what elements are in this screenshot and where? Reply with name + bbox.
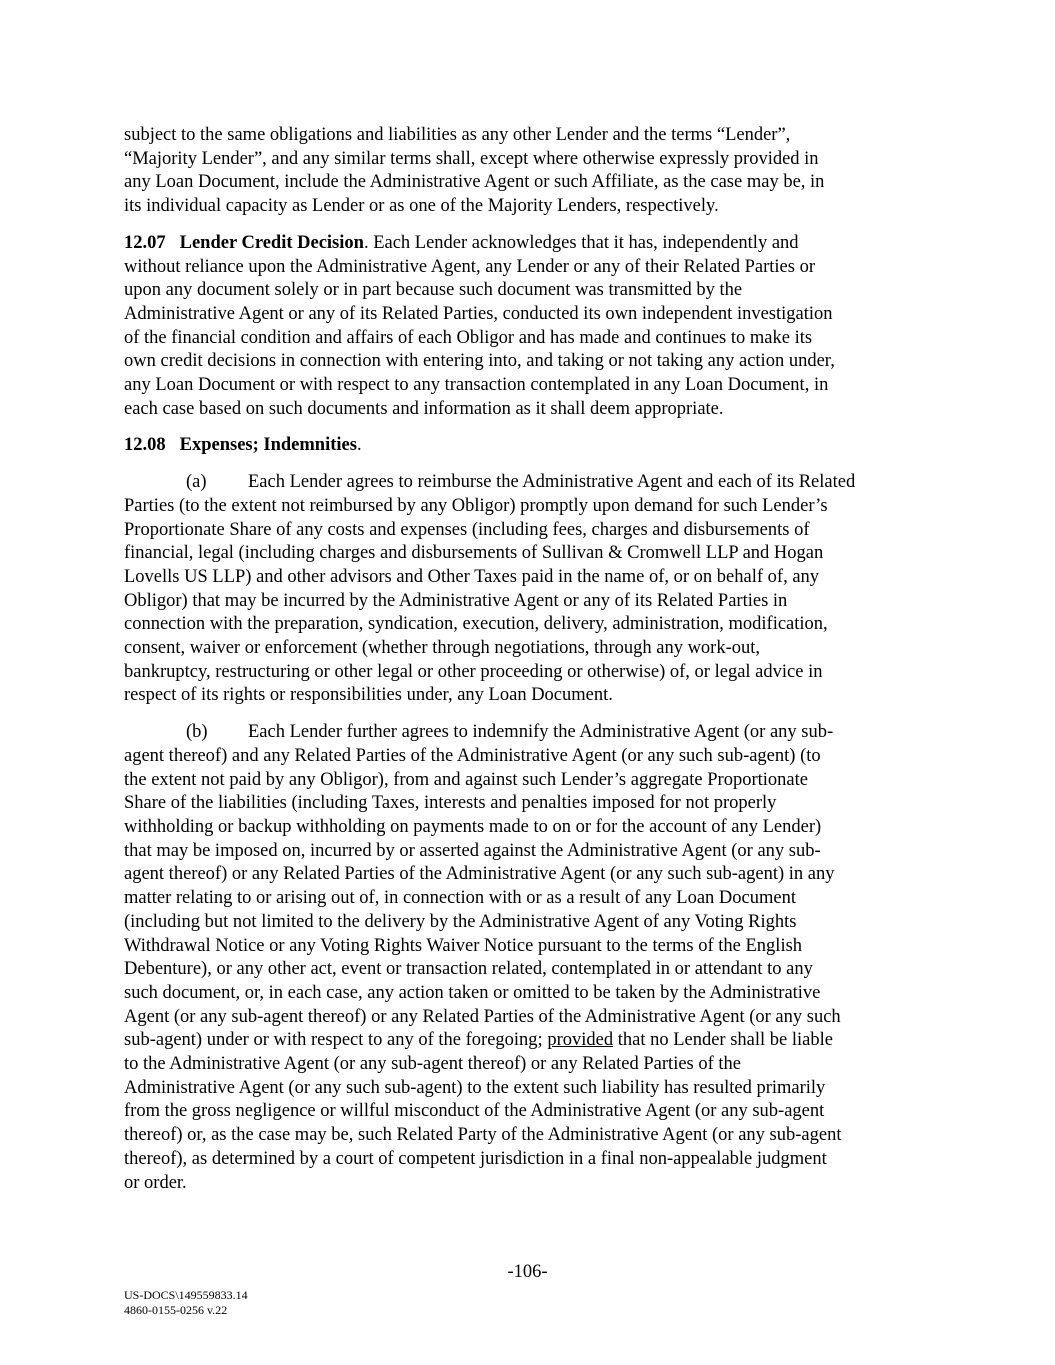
provided-underlined: provided [547,1030,614,1051]
text-line: its individual capacity as Lender or as one of the Majority Lenders, respectively. [124,196,719,217]
text-line: Debenture), or any other act, event or transaction related, contemplated in or attendant to any [124,959,813,980]
text-line: each case based on such documents and information as it shall deem appropriate. [124,398,724,419]
section-number: 12.07 [124,232,166,253]
text-line: own credit decisions in connection with entering into, and taking or not taking any action under, [124,351,835,372]
text-line: agent thereof) or any Related Parties of the Administrative Agent (or any such sub-agent) in any [124,864,835,885]
footer-version: 4860-0155-0256 v.22 [124,1303,228,1317]
subsection-a [124,471,934,708]
section-number: 12.08 [124,435,166,456]
subsection-b [124,721,934,1195]
text-fragment: Each Lender agrees to reimburse the Administrative Agent and each of its Related [248,472,856,493]
text-line: Share of the liabilities (including Taxes, interests and penalties imposed for not properly [124,793,777,814]
section-heading-line [124,232,934,256]
text-line: Administrative Agent (or any such sub-agent) to the extent such liability has resulted primarily [124,1077,826,1098]
text-line: any Loan Document or with respect to any transaction contemplated in any Loan Document, in [124,375,829,396]
text-line: financial, legal (including charges and disbursements of Sullivan & Cromwell LLP and Hogan [124,543,824,564]
section-title: Expenses; Indemnities [179,435,357,456]
text-line: the extent not paid by any Obligor), from and against such Lender’s aggregate Proportionate [124,769,808,790]
footer-doc-id: US-DOCS\149559833.14 [124,1288,248,1302]
text-line: any Loan Document, include the Administrative Agent or such Affiliate, as the case may be, in [124,172,825,193]
text-line: Agent (or any sub-agent thereof) or any Related Parties of the Administrative Agent (or any such [124,1006,841,1027]
text-line: matter relating to or arising out of, in connection with or as a result of any Loan Document [124,888,796,909]
text-line: such document, or, in each case, any action taken or omitted to be taken by the Administrative [124,982,821,1003]
text-line: connection with the preparation, syndication, execution, delivery, administration, modification, [124,614,828,635]
text-line: (including but not limited to the delivery by the Administrative Agent of any Voting Rights [124,911,797,932]
text-line: or order. [124,1172,187,1193]
text-line: Parties (to the extent not reimbursed by any Obligor) promptly upon demand for such Lender’s [124,495,828,516]
text-line: withholding or backup withholding on payments made to on or for the account of any Lender) [124,816,822,837]
text-line: bankruptcy, restructuring or other legal or other proceeding or otherwise) of, or legal advice in [124,661,823,682]
text-line: that may be imposed on, incurred by or asserted against the Administrative Agent (or any sub- [124,840,821,861]
subsection-label: (b) [186,722,208,743]
text-line: of the financial condition and affairs of each Obligor and has made and continues to make its [124,327,813,348]
document-body [124,124,934,1208]
section-heading-line [124,434,934,458]
subsection-first-line [124,721,934,745]
text-line: subject to the same obligations and liabilities as any other Lender and the terms “Lender”, [124,125,791,145]
text-fragment: . Each Lender acknowledges that it has, independently and [363,232,799,253]
text-fragment: sub-agent) under or with respect to any of the foregoing; [124,1030,548,1051]
text-line: Proportionate Share of any costs and expenses (including fees, charges and disbursements of [124,519,810,540]
text-line: thereof), as determined by a court of competent jurisdiction in a final non-appealable judgment [124,1148,827,1169]
text-line: to the Administrative Agent (or any sub-agent thereof) or any Related Parties of the [124,1054,742,1075]
text-fragment: that no Lender shall be liable [613,1030,833,1051]
section-title: Lender Credit Decision [179,232,364,253]
text-fragment: . [356,435,362,456]
document-footer [124,1288,248,1318]
text-line: “Majority Lender”, and any similar terms shall, except where otherwise expressly provided in [124,148,819,169]
text-line: without reliance upon the Administrative Agent, any Lender or any of their Related Parties or [124,256,815,277]
paragraph-continuation [124,124,934,219]
proviso-line [124,1029,934,1053]
subsection-first-line [124,471,934,495]
text-line: from the gross negligence or willful misconduct of the Administrative Agent (or any sub-agent [124,1101,825,1122]
text-line: Administrative Agent or any of its Related Parties, conducted its own independent investigation [124,303,833,324]
page-number: -106- [507,1262,548,1282]
text-line: upon any document solely or in part because such document was transmitted by the [124,280,743,301]
text-line: agent thereof) and any Related Parties of the Administrative Agent (or any such sub-agent) (to [124,745,821,766]
text-fragment: Each Lender further agrees to indemnify the Administrative Agent (or any sub- [248,722,834,743]
section-12-07 [124,232,934,422]
text-line: thereof) or, as the case may be, such Related Party of the Administrative Agent (or any sub-agent [124,1125,842,1146]
text-line: Withdrawal Notice or any Voting Rights Waiver Notice pursuant to the terms of the English [124,935,803,956]
section-12-08-heading [124,434,934,458]
text-line: Lovells US LLP) and other advisors and Other Taxes paid in the name of, or on behalf of, any [124,566,820,587]
text-line: Obligor) that may be incurred by the Administrative Agent or any of its Related Parties in [124,590,788,611]
text-line: respect of its rights or responsibilities under, any Loan Document. [124,685,613,706]
subsection-label: (a) [186,472,207,493]
text-line: consent, waiver or enforcement (whether through negotiations, through any work-out, [124,638,761,659]
